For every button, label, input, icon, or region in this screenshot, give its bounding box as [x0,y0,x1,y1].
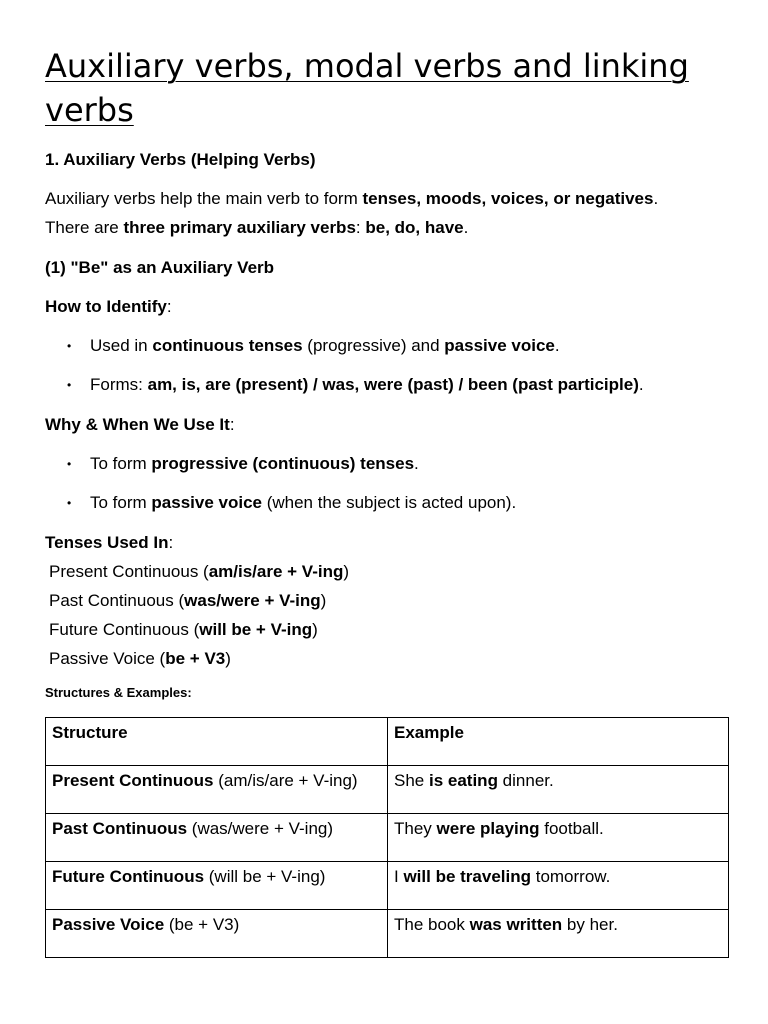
identify-colon: : [166,297,172,316]
tense-text: Future Continuous ( [49,620,200,639]
tense-text: Past Continuous ( [49,591,185,610]
tense-formula: was/were + V-ing [184,591,321,610]
structure-formula: (was/were + V-ing) [187,819,334,838]
intro-text: . [653,189,659,208]
structure-name: Passive Voice [52,915,165,934]
table-row [46,862,729,910]
tense-item [45,644,349,673]
structure-name: Future Continuous [52,867,205,886]
list-item [90,374,644,396]
why-heading [45,410,235,439]
list-text: . [554,336,560,355]
list-item [90,335,560,357]
list-text: . [638,375,644,394]
tense-text: ) [320,591,327,610]
list-text: To form [90,493,152,512]
example-text: She [394,771,429,790]
tense-text: Passive Voice ( [49,649,166,668]
intro-text: Auxiliary verbs help the main verb to form [45,189,363,208]
example-text: The book [394,915,470,934]
table-header-cell: Structure [46,718,388,766]
structure-name: Present Continuous [52,771,214,790]
page-title: Auxiliary verbs, modal verbs and linking verbs [45,47,689,129]
why-colon: : [229,415,235,434]
example-text: tomorrow. [531,867,611,886]
intro-emphasis: tenses, moods, voices, or negatives [362,189,654,208]
structures-label: Structures & Examples: [45,685,192,700]
tense-text: Present Continuous ( [49,562,209,581]
identify-heading [45,292,172,321]
list-text: Forms: [90,375,148,394]
example-verb: is eating [428,771,498,790]
intro-emphasis: three primary auxiliary verbs [123,218,356,237]
table-row [46,910,729,958]
tense-item [45,586,349,615]
example-cell [388,766,729,814]
table-header-row [46,718,729,766]
tense-item [45,557,349,586]
intro-line-2 [45,213,468,242]
bullet-icon: • [67,496,72,510]
list-item [90,453,419,475]
intro-text: There are [45,218,124,237]
structure-formula: (will be + V-ing) [204,867,326,886]
tenses-block [45,528,349,673]
list-text: (progressive) and [302,336,445,355]
tense-formula: will be + V-ing [199,620,313,639]
tenses-colon: : [168,533,174,552]
tense-item [45,615,349,644]
structure-formula: (am/is/are + V-ing) [213,771,358,790]
example-text: by her. [562,915,618,934]
example-cell [388,910,729,958]
tense-formula: be + V3 [165,649,226,668]
structures-table [45,717,729,958]
tense-text: ) [343,562,350,581]
example-text: They [394,819,437,838]
bullet-icon: • [67,378,72,392]
intro-line-1 [45,184,658,213]
table-header-cell: Example [388,718,729,766]
list-text: To form [90,454,152,473]
table-row [46,766,729,814]
list-item [90,492,516,514]
structure-cell [46,766,388,814]
structure-cell [46,910,388,958]
tense-text: ) [312,620,318,639]
structure-cell [46,862,388,910]
section-heading: 1. Auxiliary Verbs (Helping Verbs) [45,150,316,169]
tense-text: ) [225,649,231,668]
list-emphasis: am, is, are (present) / was, were (past) / been (past participle) [147,375,639,394]
structure-name: Past Continuous [52,819,188,838]
list-emphasis: progressive (continuous) tenses [151,454,415,473]
list-text: . [414,454,419,473]
example-text: dinner. [497,771,554,790]
intro-text: : [355,218,366,237]
be-heading: (1) "Be" as an Auxiliary Verb [45,258,275,277]
bullet-icon: • [67,457,72,471]
example-verb: will be traveling [403,867,531,886]
example-cell [388,862,729,910]
intro-text: . [463,218,469,237]
table-row [46,814,729,862]
identify-heading-text: How to Identify [45,297,167,316]
bullet-icon: • [67,339,72,353]
example-text: football. [539,819,604,838]
tense-formula: am/is/are + V-ing [208,562,344,581]
list-text: (when the subject is acted upon). [261,493,517,512]
structure-cell [46,814,388,862]
structure-formula: (be + V3) [164,915,240,934]
tenses-heading-text: Tenses Used In [45,533,169,552]
example-text: I [394,867,404,886]
list-text: Used in [90,336,153,355]
example-verb: were playing [436,819,540,838]
list-emphasis: continuous tenses [152,336,303,355]
why-heading-text: Why & When We Use It [45,415,230,434]
tenses-heading [45,528,349,557]
list-emphasis: passive voice [151,493,262,512]
example-cell [388,814,729,862]
example-verb: was written [469,915,563,934]
intro-emphasis: be, do, have [365,218,464,237]
list-emphasis: passive voice [444,336,555,355]
